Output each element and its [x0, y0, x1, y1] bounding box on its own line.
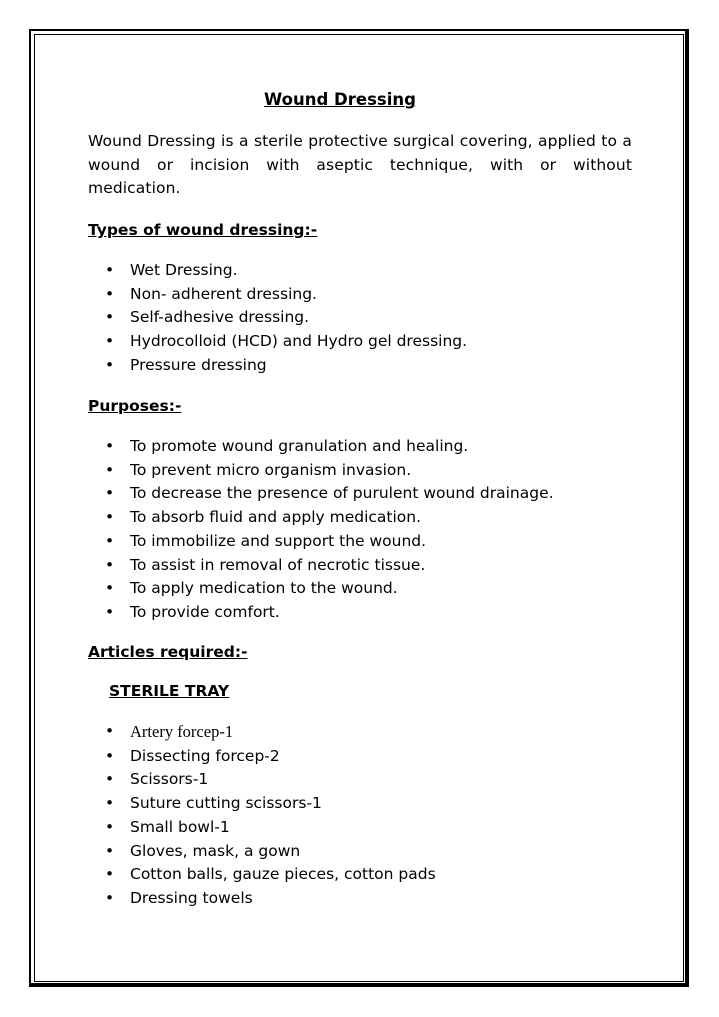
list-item: • To provide comfort. — [88, 601, 554, 625]
sterile-tray-list — [88, 720, 436, 911]
list-item: • Artery forcep-1 — [88, 720, 436, 745]
list-item: • To apply medication to the wound. — [88, 577, 554, 601]
list-item: • Pressure dressing — [88, 354, 467, 378]
bullet-icon: • — [105, 332, 115, 351]
bullet-icon: • — [105, 817, 115, 836]
list-item: • To immobilize and support the wound. — [88, 530, 554, 554]
bullet-icon: • — [105, 508, 115, 527]
bullet-icon: • — [105, 308, 115, 327]
bullet-icon: • — [105, 355, 115, 374]
purposes-heading: Purposes:- — [88, 397, 182, 415]
bullet-icon: • — [105, 555, 115, 574]
sterile-tray-heading: STERILE TRAY — [109, 682, 230, 700]
bullet-icon: • — [105, 841, 115, 860]
document-title: Wound Dressing — [264, 90, 416, 109]
list-item: • Gloves, mask, a gown — [88, 840, 436, 864]
bullet-icon: • — [105, 284, 115, 303]
intro-paragraph: Wound Dressing is a sterile protective surgical covering, applied to a wound or incision with aseptic technique, with or without medication. — [88, 132, 632, 197]
types-list — [88, 259, 467, 378]
list-item: • To absorb fluid and apply medication. — [88, 506, 554, 530]
bullet-icon: • — [105, 794, 115, 813]
list-item: • Non- adherent dressing. — [88, 283, 467, 307]
bullet-icon: • — [105, 579, 115, 598]
purposes-list — [88, 435, 554, 625]
list-item: • To decrease the presence of purulent wound drainage. — [88, 482, 554, 506]
list-item: • Wet Dressing. — [88, 259, 467, 283]
list-item: • Dressing towels — [88, 887, 436, 911]
bullet-icon: • — [105, 531, 115, 550]
bullet-icon: • — [105, 460, 115, 479]
bullet-icon: • — [105, 865, 115, 884]
list-item: • Suture cutting scissors-1 — [88, 792, 436, 816]
bullet-icon: • — [105, 602, 115, 621]
bullet-icon: • — [105, 888, 115, 907]
bullet-icon: • — [105, 746, 115, 765]
list-item: • To assist in removal of necrotic tissue. — [88, 554, 554, 578]
bullet-icon: • — [105, 261, 115, 279]
list-item: • Hydrocolloid (HCD) and Hydro gel dressing. — [88, 330, 467, 354]
list-item: • Dissecting forcep-2 — [88, 745, 436, 769]
bullet-icon: • — [105, 770, 115, 789]
list-item: • To prevent micro organism invasion. — [88, 459, 554, 483]
types-heading: Types of wound dressing:- — [88, 221, 318, 239]
list-item: • Scissors-1 — [88, 768, 436, 792]
articles-heading: Articles required:- — [88, 643, 248, 661]
bullet-icon: • — [105, 722, 115, 740]
list-item: • Self-adhesive dressing. — [88, 306, 467, 330]
list-item: • Small bowl-1 — [88, 816, 436, 840]
list-item: • To promote wound granulation and healing. — [88, 435, 554, 459]
list-item: • Cotton balls, gauze pieces, cotton pads — [88, 863, 436, 887]
bullet-icon: • — [105, 437, 115, 455]
bullet-icon: • — [105, 484, 115, 503]
